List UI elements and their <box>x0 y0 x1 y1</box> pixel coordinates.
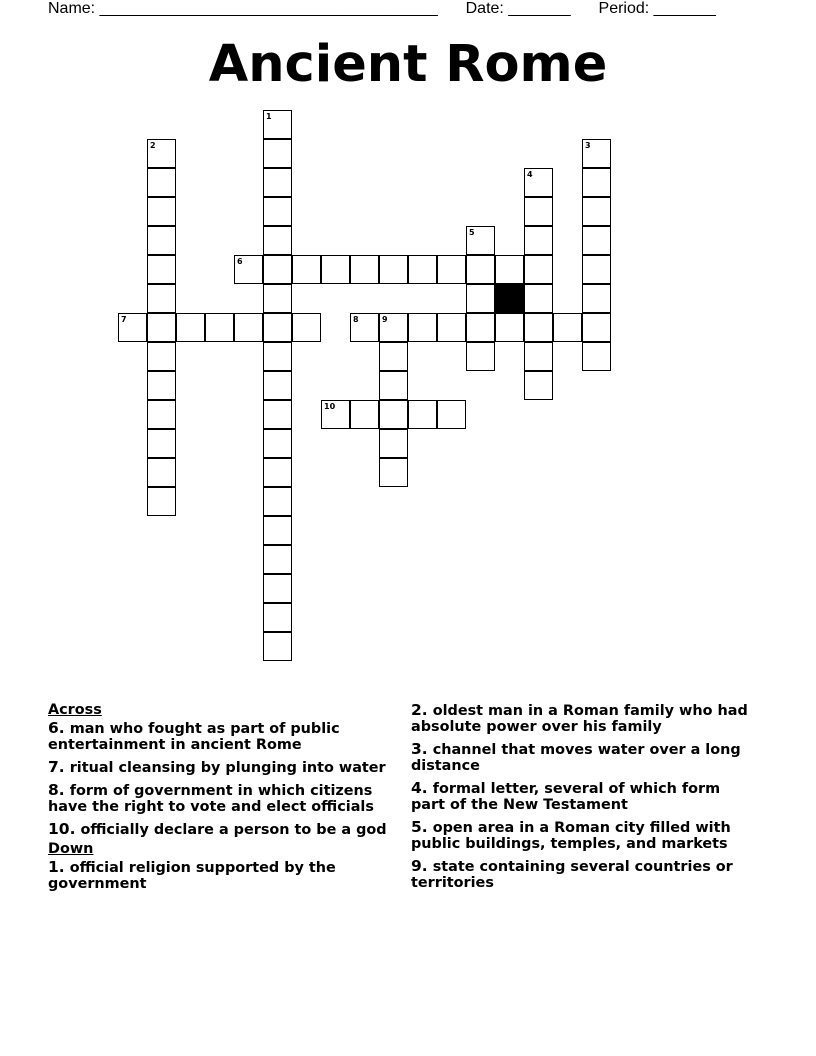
clue-item <box>411 780 756 813</box>
crossword-cell[interactable] <box>263 632 292 661</box>
crossword-cell[interactable] <box>379 371 408 400</box>
crossword-cell[interactable] <box>263 487 292 516</box>
crossword-cell[interactable] <box>466 313 495 342</box>
crossword-cell[interactable] <box>553 313 582 342</box>
crossword-cell[interactable] <box>263 168 292 197</box>
across-heading: Across <box>48 702 102 718</box>
crossword-cell[interactable] <box>582 255 611 284</box>
crossword-cell[interactable] <box>263 255 292 284</box>
crossword-cell[interactable] <box>408 313 437 342</box>
crossword-cell[interactable] <box>524 284 553 313</box>
across-clue-list <box>48 720 393 838</box>
clue-item-text: oldest man in a Roman family who had absolute power over his family <box>411 703 748 735</box>
clue-item-number: 1. <box>48 858 65 876</box>
crossword-cell[interactable] <box>379 313 408 342</box>
crossword-cell[interactable] <box>379 458 408 487</box>
crossword-cell[interactable] <box>582 139 611 168</box>
clue-item <box>411 819 756 852</box>
clue-item-text: official religion supported by the government <box>48 860 336 892</box>
clues-left-column <box>48 702 393 898</box>
crossword-cell[interactable] <box>466 226 495 255</box>
crossword-cell[interactable] <box>263 226 292 255</box>
clue-item <box>48 859 393 892</box>
clue-item-number: 10. <box>48 820 76 838</box>
clue-number: 9 <box>382 315 388 324</box>
clues-right-column <box>411 702 756 897</box>
clue-item <box>48 782 393 815</box>
clue-item-text: formal letter, several of which form part of the New Testament <box>411 781 721 813</box>
crossword-cell[interactable] <box>263 110 292 139</box>
crossword-cell[interactable] <box>263 284 292 313</box>
crossword-cell[interactable] <box>263 574 292 603</box>
crossword-cell[interactable] <box>466 284 495 313</box>
crossword-cell[interactable] <box>466 255 495 284</box>
crossword-cell[interactable] <box>582 197 611 226</box>
clue-number: 3 <box>585 141 591 150</box>
clue-item-number: 8. <box>48 781 65 799</box>
clue-number: 4 <box>527 170 533 179</box>
period-field-label[interactable]: Period: _______ <box>598 0 716 17</box>
black-square <box>495 284 524 313</box>
crossword-cell[interactable] <box>147 371 176 400</box>
crossword-cell[interactable] <box>263 342 292 371</box>
crossword-cell[interactable] <box>524 342 553 371</box>
clue-item-text: open area in a Roman city filled with public buildings, temples, and markets <box>411 820 731 852</box>
crossword-cell[interactable] <box>205 313 234 342</box>
crossword-cell[interactable] <box>524 226 553 255</box>
crossword-cell[interactable] <box>437 313 466 342</box>
clue-item-text: officially declare a person to be a god <box>75 822 387 838</box>
clue-item-text: state containing several countries or territories <box>411 859 733 891</box>
clue-item-number: 2. <box>411 701 428 719</box>
down-clue-list-right <box>411 702 756 891</box>
crossword-cell[interactable] <box>147 458 176 487</box>
clue-item-number: 4. <box>411 779 428 797</box>
crossword-cell[interactable] <box>582 168 611 197</box>
crossword-cell[interactable] <box>408 255 437 284</box>
crossword-cell[interactable] <box>524 168 553 197</box>
crossword-cell[interactable] <box>147 255 176 284</box>
crossword-cell[interactable] <box>292 313 321 342</box>
crossword-cell[interactable] <box>582 284 611 313</box>
crossword-cell[interactable] <box>466 342 495 371</box>
clue-number: 5 <box>469 228 475 237</box>
crossword-cell[interactable] <box>147 139 176 168</box>
crossword-cell[interactable] <box>350 255 379 284</box>
crossword-cell[interactable] <box>147 226 176 255</box>
crossword-cell[interactable] <box>524 197 553 226</box>
clue-item <box>411 858 756 891</box>
crossword-cell[interactable] <box>147 168 176 197</box>
crossword-cell[interactable] <box>234 255 263 284</box>
crossword-cell[interactable] <box>582 342 611 371</box>
crossword-cell[interactable] <box>263 371 292 400</box>
crossword-cell[interactable] <box>263 429 292 458</box>
crossword-cell[interactable] <box>118 313 147 342</box>
crossword-cell[interactable] <box>408 400 437 429</box>
crossword-cell[interactable] <box>147 284 176 313</box>
crossword-cell[interactable] <box>147 400 176 429</box>
crossword-cell[interactable] <box>147 342 176 371</box>
down-clue-list-left <box>48 859 393 892</box>
crossword-cell[interactable] <box>495 313 524 342</box>
clue-number: 7 <box>121 315 127 324</box>
crossword-cell[interactable] <box>379 400 408 429</box>
clue-item-number: 6. <box>48 719 65 737</box>
clue-number: 1 <box>266 112 272 121</box>
crossword-cell[interactable] <box>263 458 292 487</box>
clue-item-number: 9. <box>411 857 428 875</box>
crossword-cell[interactable] <box>379 429 408 458</box>
clue-item-text: ritual cleansing by plunging into water <box>64 760 386 776</box>
clue-item <box>411 741 756 774</box>
clue-item <box>411 702 756 735</box>
crossword-cell[interactable] <box>292 255 321 284</box>
crossword-cell[interactable] <box>582 226 611 255</box>
crossword-cell[interactable] <box>350 400 379 429</box>
name-field-label[interactable]: Name: ______________________________________ <box>48 0 438 17</box>
crossword-cell[interactable] <box>524 313 553 342</box>
crossword-cell[interactable] <box>350 313 379 342</box>
clue-item <box>48 821 393 838</box>
crossword-cell[interactable] <box>263 313 292 342</box>
crossword-cell[interactable] <box>263 516 292 545</box>
crossword-cell[interactable] <box>147 429 176 458</box>
clue-item-text: form of government in which citizens have the right to vote and elect officials <box>48 783 374 815</box>
crossword-cell[interactable] <box>263 197 292 226</box>
crossword-cell[interactable] <box>524 255 553 284</box>
clue-item-text: man who fought as part of public entertainment in ancient Rome <box>48 721 340 753</box>
clue-item-text: channel that moves water over a long distance <box>411 742 741 774</box>
clue-item-number: 7. <box>48 758 65 776</box>
crossword-cell[interactable] <box>437 255 466 284</box>
crossword-cell[interactable] <box>263 400 292 429</box>
clue-number: 10 <box>324 402 336 411</box>
crossword-cell[interactable] <box>379 255 408 284</box>
clue-item-number: 5. <box>411 818 428 836</box>
clue-number: 8 <box>353 315 359 324</box>
crossword-cell[interactable] <box>263 603 292 632</box>
crossword-cell[interactable] <box>321 255 350 284</box>
clue-item <box>48 759 393 776</box>
crossword-cell[interactable] <box>147 487 176 516</box>
crossword-cell[interactable] <box>263 545 292 574</box>
clue-number: 6 <box>237 257 243 266</box>
crossword-cell[interactable] <box>147 313 176 342</box>
crossword-cell[interactable] <box>321 400 350 429</box>
crossword-cell[interactable] <box>263 139 292 168</box>
clue-item <box>48 720 393 753</box>
crossword-cell[interactable] <box>495 255 524 284</box>
crossword-cell[interactable] <box>437 400 466 429</box>
crossword-cell[interactable] <box>379 342 408 371</box>
down-heading: Down <box>48 841 94 857</box>
crossword-cell[interactable] <box>234 313 263 342</box>
crossword-cell[interactable] <box>582 313 611 342</box>
crossword-cell[interactable] <box>176 313 205 342</box>
date-field-label[interactable]: Date: _______ <box>465 0 571 17</box>
page-title: Ancient Rome <box>208 35 608 94</box>
crossword-cell[interactable] <box>147 197 176 226</box>
clue-item-number: 3. <box>411 740 428 758</box>
crossword-cell[interactable] <box>524 371 553 400</box>
clue-number: 2 <box>150 141 156 150</box>
